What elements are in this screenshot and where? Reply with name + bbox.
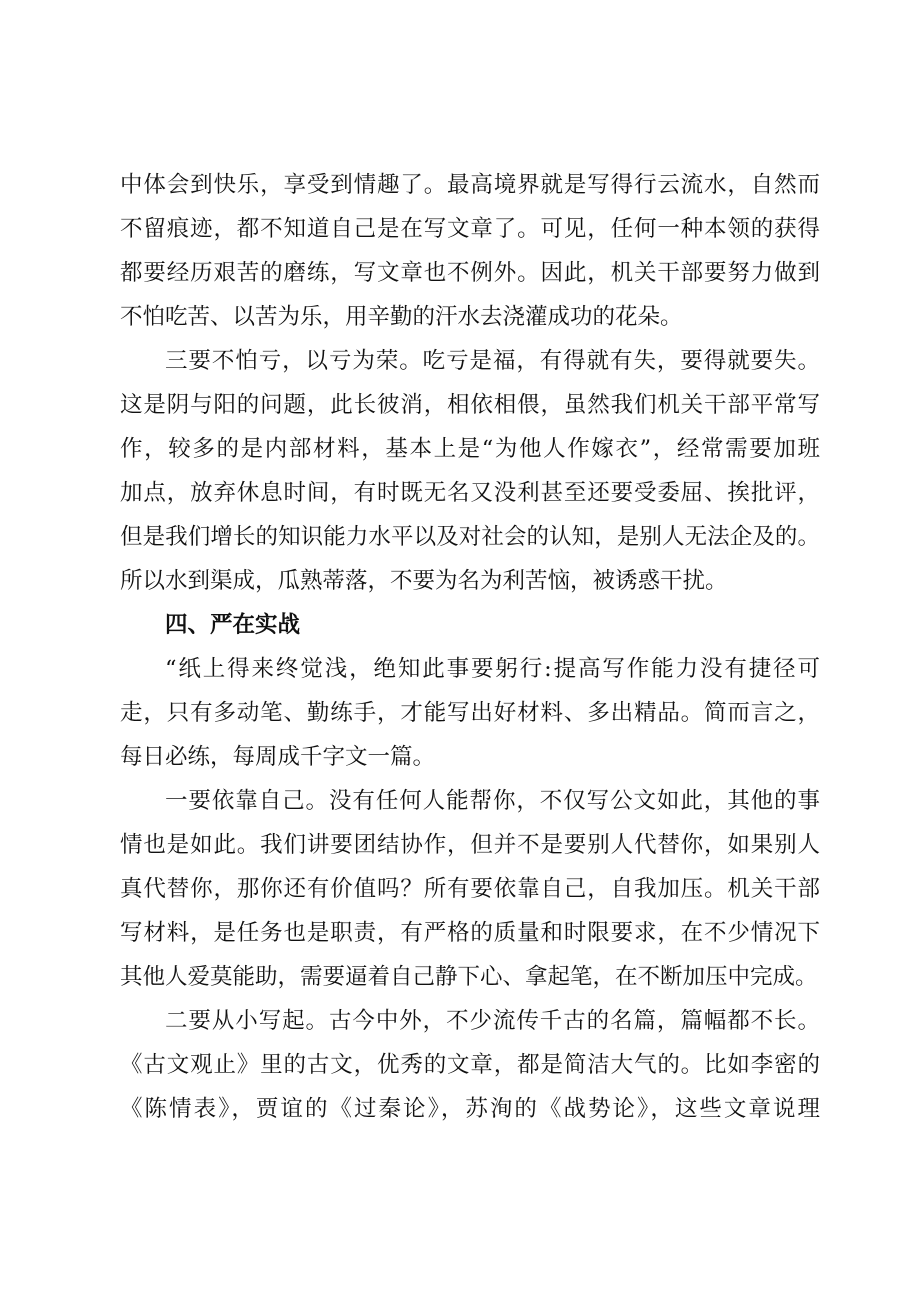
text-line: 《古文观止》里的古文，优秀的文章，都是简洁大气的。比如李密的	[120, 1052, 820, 1078]
text-line: 《陈情表》，贾谊的《过秦论》，苏洵的《战势论》，这些文章说理	[120, 1096, 820, 1122]
text-line: 三要不怕亏，以亏为荣。吃亏是福，有得就有失，要得就要失。	[165, 348, 820, 374]
text-line: 每日必练，每周成千字文一篇。	[120, 744, 436, 770]
paragraph-three-not-afraid-of-loss	[120, 339, 820, 603]
document-body	[120, 163, 820, 1131]
text-line: 这是阴与阳的问题，此长彼消，相依相偎，虽然我们机关干部平常写	[120, 392, 820, 418]
text-line: 一要依靠自己。没有任何人能帮你，不仅写公文如此，其他的事	[165, 788, 820, 814]
text-line: 其他人爱莫能助，需要逼着自己静下心、拿起笔，在不断加压中完成。	[120, 964, 818, 990]
text-line: 不留痕迹，都不知道自己是在写文章了。可见，任何一种本领的获得	[120, 216, 820, 242]
text-line: 作，较多的是内部材料，基本上是“为他人作嫁衣”，经常需要加班	[120, 436, 820, 462]
text-line: 情也是如此。我们讲要团结协作，但并不是要别人代替你，如果别人	[120, 832, 820, 858]
section-heading	[120, 603, 820, 647]
text-line: 走，只有多动笔、勤练手，才能写出好材料、多出精品。简而言之，	[120, 700, 820, 726]
text-line: 不怕吃苦、以苦为乐，用辛勤的汗水去浇灌成功的花朵。	[120, 304, 683, 330]
text-line: 中体会到快乐，享受到情趣了。最高境界就是写得行云流水，自然而	[120, 172, 820, 198]
paragraph-one-rely-on-yourself	[120, 779, 820, 999]
text-line: 都要经历艰苦的磨练，写文章也不例外。因此，机关干部要努力做到	[120, 260, 820, 286]
text-line: 写材料，是任务也是职责，有严格的质量和时限要求，在不少情况下	[120, 920, 820, 946]
paragraph-practice-quote	[120, 647, 820, 779]
paragraph-continuation	[120, 163, 820, 339]
text-line: 但是我们增长的知识能力水平以及对社会的认知，是别人无法企及的。	[120, 524, 820, 550]
text-line: 加点，放弃休息时间，有时既无名又没利甚至还要受委屈、挨批评，	[120, 480, 820, 506]
text-line: 所以水到渠成，瓜熟蒂落，不要为名为利苦恼，被诱惑干扰。	[120, 568, 728, 594]
text-line: 二要从小写起。古今中外，不少流传千古的名篇，篇幅都不长。	[165, 1008, 820, 1034]
text-line: “纸上得来终觉浅，绝知此事要躬行:提高写作能力没有捷径可	[165, 656, 820, 682]
text-line: 真代替你，那你还有价值吗？所有要依靠自己，自我加压。机关干部	[120, 876, 820, 902]
paragraph-two-start-small	[120, 999, 820, 1131]
section-heading-text: 四、严在实战	[165, 612, 301, 638]
